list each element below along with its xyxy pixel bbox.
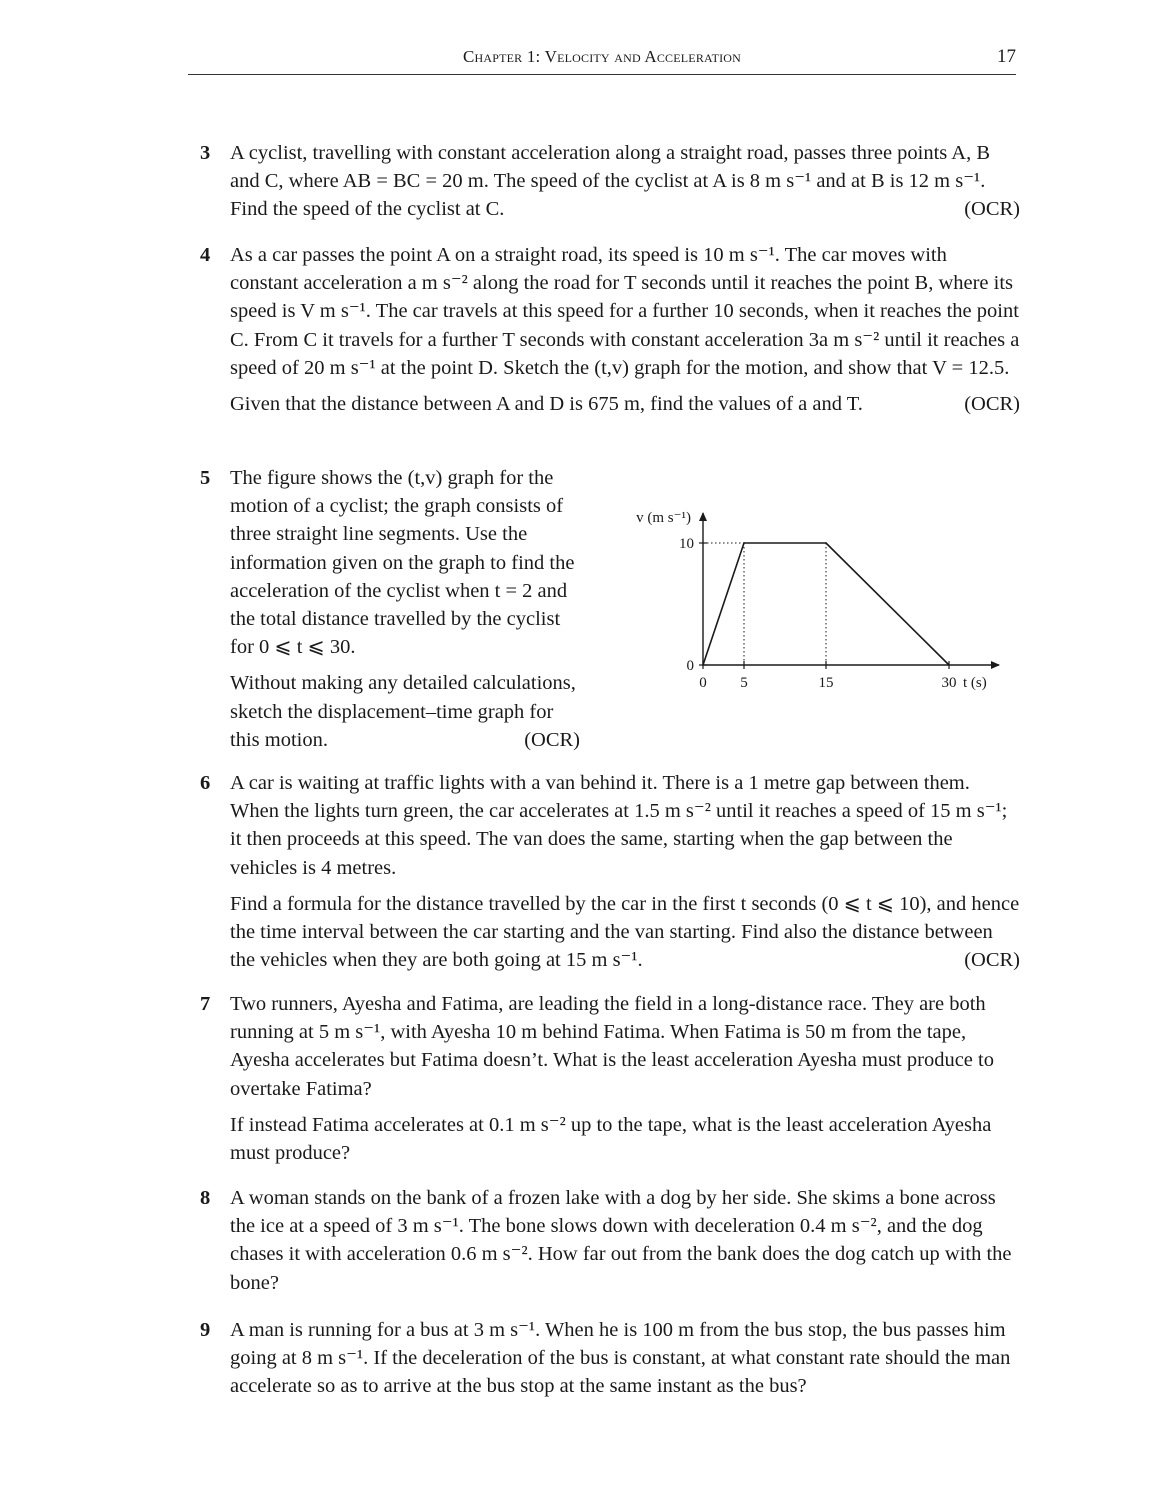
source-label: (OCR) xyxy=(964,393,1020,416)
running-header xyxy=(188,44,1016,75)
x-tick-label: 0 xyxy=(699,675,707,691)
question-text: As a car passes the point A on a straight road, its speed is 10 m s⁻¹. The car moves with constant acceleration a m s⁻² along the road for T seconds until it reaches the point B, where its speed is V m s⁻¹. The car travels at this speed for a further 10 seconds, when it reaches the point C. From C it travels for a further T seconds with constant acceleration 3a m s⁻² until it reaches a speed of 20 m s⁻¹ at the point D. Sketch the (t,v) graph for the motion, and show that V = 12.5. xyxy=(230,244,1020,379)
question-7 xyxy=(200,990,1020,1167)
question-5 xyxy=(200,464,580,754)
question-text: A woman stands on the bank of a frozen lake with a dog by her side. She skims a bone across the ice at a speed of 3 m s⁻¹. The bone slows down with deceleration 0.4 m s⁻², and the dog chases it with acceleration 0.6 m s⁻². How far out from the bank does the dog catch up with the bone? xyxy=(230,1187,1012,1294)
question-text: A car is waiting at traffic lights with a van behind it. There is a 1 metre gap between them. When the lights turn green, the car accelerates at 1.5 m s⁻² until it reaches a speed of 15 m s⁻¹; it then proceeds at this speed. The van does the same, starting when the gap between the vehicles is 4 metres. xyxy=(230,772,1008,879)
x-tick-label: 5 xyxy=(740,675,748,691)
question-number: 5 xyxy=(200,467,211,489)
question-text: The figure shows the (t,v) graph for the motion of a cyclist; the graph consists of three straight line segments. Use the information given on the graph to find the acceleration of the cyclist when t = 2 and the total distance travelled by the cyclist for 0 ⩽ t ⩽ 30. xyxy=(230,467,575,659)
question-3 xyxy=(200,139,1020,224)
question-text: If instead Fatima accelerates at 0.1 m s⁻² up to the tape, what is the least acceleration Ayesha must produce? xyxy=(230,1113,992,1165)
page-number: 17 xyxy=(997,46,1016,67)
question-9 xyxy=(200,1316,1020,1401)
velocity-time-graph xyxy=(622,500,1002,700)
question-4 xyxy=(200,241,1020,418)
y-tick-label: 10 xyxy=(679,536,694,552)
question-text: Given that the distance between A and D is 675 m, find the values of a and T. (OCR) xyxy=(230,390,1020,418)
question-6 xyxy=(200,769,1020,974)
x-tick-label: 30 xyxy=(941,675,957,691)
question-number: 9 xyxy=(200,1319,211,1341)
x-tick-label: 15 xyxy=(818,675,834,691)
velocity-point xyxy=(702,664,704,666)
question-number: 6 xyxy=(200,772,211,794)
velocity-point xyxy=(948,664,950,666)
source-label: (OCR) xyxy=(964,198,1020,221)
question-text: Find a formula for the distance travelled by the car in the first t seconds (0 ⩽ t ⩽ 10), and hence the time interval between the car starting and the van starting. Find also the distance between the vehicles when they are both going at 15 m s⁻¹. (OCR) xyxy=(230,890,1020,975)
question-number: 3 xyxy=(200,142,211,164)
question-text: A cyclist, travelling with constant acceleration along a straight road, passes three points A, B and C, where AB = BC = 20 m. The speed of the cyclist at A is 8 m s⁻¹ and at B is 12 m s⁻¹. Find the speed of the cyclist at C. (OCR) xyxy=(230,139,1020,224)
source-label: (OCR) xyxy=(964,949,1020,972)
question-text: Without making any detailed calculations, sketch the displacement–time graph for this motion. (OCR) xyxy=(230,669,580,754)
velocity-point xyxy=(743,542,745,544)
question-number: 8 xyxy=(200,1187,211,1209)
question-number: 7 xyxy=(200,993,211,1015)
question-text: A man is running for a bus at 3 m s⁻¹. When he is 100 m from the bus stop, the bus passes him going at 8 m s⁻¹. If the deceleration of the bus is constant, at what constant rate should the man accelerate so as to arrive at the bus stop at the same instant as the bus? xyxy=(230,1319,1011,1398)
velocity-point xyxy=(825,542,827,544)
y-axis-label: v (m s⁻¹) xyxy=(636,510,691,526)
x-axis-label: t (s) xyxy=(963,675,987,691)
question-text: Two runners, Ayesha and Fatima, are leading the field in a long-distance race. They are both running at 5 m s⁻¹, with Ayesha 10 m behind Fatima. When Fatima is 50 m from the tape, Ayesha accelerates but Fatima doesn’t. What is the least acceleration Ayesha must produce to overtake Fatima? xyxy=(230,993,994,1100)
question-number: 4 xyxy=(200,244,211,266)
source-label: (OCR) xyxy=(524,728,580,751)
velocity-segment xyxy=(826,543,949,665)
chart-svg xyxy=(622,500,1002,700)
velocity-segment xyxy=(703,543,744,665)
question-8 xyxy=(200,1184,1020,1297)
y-tick-label: 0 xyxy=(686,658,694,674)
chapter-title: Chapter 1: Velocity and Acceleration xyxy=(462,47,742,66)
